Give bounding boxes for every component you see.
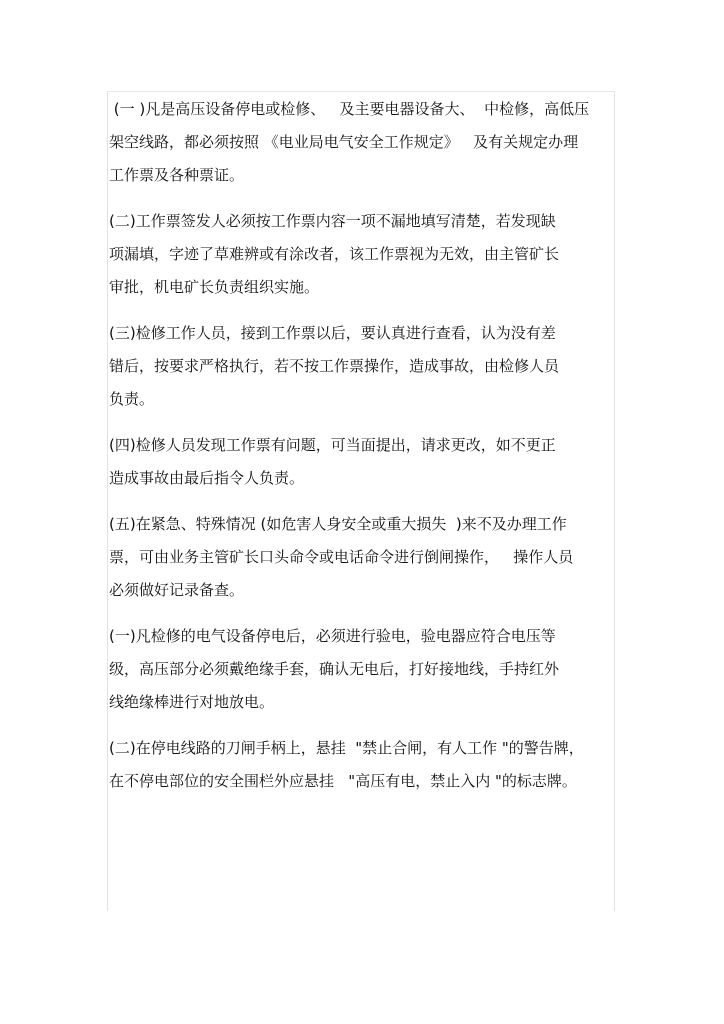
text-line: (二)工作票签发人必须按工作票内容一项不漏地填写清楚，若发现缺 [109,212,556,230]
text-line: 线绝缘棒进行对地放电。 [109,693,275,711]
paragraph-1 [109,93,614,192]
text-line: 错后，按要求严格执行，若不按工作票操作，造成事故，由检修人员 [109,357,560,375]
text-line: (四)检修人员发现工作票有问题，可当面提出，请求更改，如不更正 [109,436,556,454]
paragraph-3 [109,317,614,416]
text-line: (二)在停电线路的刀闸手柄上，悬挂 "禁止合闸，有人工作 "的警告牌， [109,739,584,757]
text-line: 项漏填，字迹了草难辨或有涂改者，该工作票视为无效，由主管矿长 [109,245,560,263]
paragraph-2 [109,205,614,304]
paragraph-5 [109,508,614,607]
document-body [109,93,614,811]
text-line: 审批，机电矿长负责组织实施。 [109,278,320,296]
text-line: 造成事故由最后指令人负责。 [109,469,305,487]
text-line: 级，高压部分必须戴绝缘手套，确认无电后，打好接地线，手持红外 [109,660,560,678]
text-line: (五)在紧急、特殊情况 (如危害人身安全或重大损失 )来不及办理工作 [109,515,567,533]
paragraph-6 [109,620,614,719]
text-line: 架空线路，都必须按照 《电业局电气安全工作规定》 及有关规定办理 [109,133,579,151]
text-line: 票，可由业务主管矿长口头命令或电话命令进行倒闸操作， 操作人员 [109,548,574,566]
text-line: (三)检修工作人员，接到工作票以后，要认真进行查看，认为没有差 [109,324,556,342]
text-line: 在不停电部位的安全围栏外应悬挂 "高压有电，禁止入内 "的标志牌。 [109,772,577,790]
text-line: 工作票及各种票证。 [109,166,245,184]
text-line: 负责。 [109,390,155,408]
paragraph-7 [109,732,614,798]
paragraph-4 [109,429,614,495]
text-line: (一)凡检修的电气设备停电后，必须进行验电，验电器应符合电压等 [109,627,556,645]
text-line: (一 )凡是高压设备停电或检修、 及主要电器设备大、 中检修，高低压 [109,100,590,118]
text-line: 必须做好记录备查。 [109,581,245,599]
